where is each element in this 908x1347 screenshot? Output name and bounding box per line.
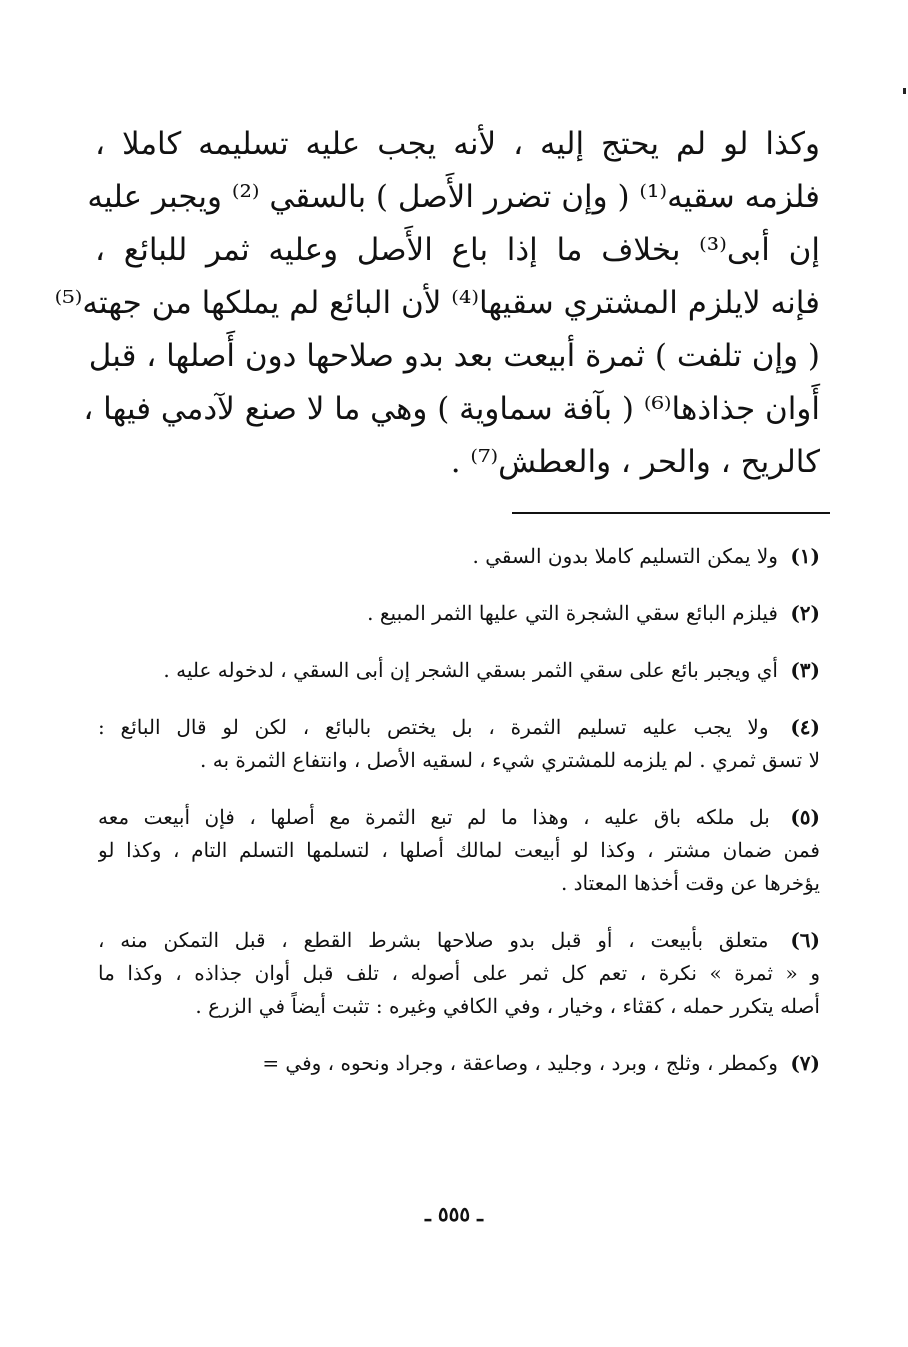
footnote-text: فمن ضمان مشتر ، وكذا لو أبيعت لمالك أصلها ، لتسلمها التسلم التام ، وكذا لو xyxy=(98,838,820,862)
main-text-line: ( وإن تلفت ) ثمرة أبيعت بعد بدو صلاحها دون أَصلها ، قبل xyxy=(88,338,820,374)
footnote-text: ولا يجب عليه تسليم الثمرة ، بل يختص بالبائع ، لكن لو قال البائع : xyxy=(98,715,769,739)
footnote-number: (٤) xyxy=(790,715,820,739)
footnote-line xyxy=(98,801,820,834)
footnote-line xyxy=(98,540,820,573)
footnote-3 xyxy=(98,654,820,687)
footnote-line xyxy=(98,924,820,957)
footnote-number: (٧) xyxy=(790,1051,820,1075)
footnote-number: (١) xyxy=(790,544,820,568)
footnote-text: يؤخرها عن وقت أخذها المعتاد . xyxy=(560,871,820,895)
footnote-1 xyxy=(98,540,820,573)
page-number: ـ ٥٥٥ ـ xyxy=(425,1202,483,1226)
footnote-4 xyxy=(98,711,820,777)
footnote-text: وكمطر ، وثلج ، وبرد ، وجليد ، وصاعقة ، وجراد ونحوه ، وفي = xyxy=(262,1051,778,1075)
footnote-text: فيلزم البائع سقي الشجرة التي عليها الثمر المبيع . xyxy=(367,601,778,625)
footnote-number: (٦) xyxy=(790,928,820,952)
main-text-line: فلزمه سقيه⁽¹⁾ ( وإن تضرر الأَصل ) بالسقي ⁽²⁾ ويجبر عليه xyxy=(87,179,820,215)
main-text-line: فإنه لايلزم المشتري سقيها⁽⁴⁾ لأن البائع لم يملكها من جهته⁽⁵⁾ xyxy=(54,285,820,321)
footnote-5 xyxy=(98,801,820,900)
footnotes-section xyxy=(98,540,820,1104)
scan-mark xyxy=(903,88,906,94)
footnote-text: ولا يمكن التسليم كاملا بدون السقي . xyxy=(472,544,778,568)
main-text-line: أَوان جذاذها⁽⁶⁾ ( بآفة سماوية ) وهي ما لا صنع لآدمي فيها ، xyxy=(83,391,820,427)
footnote-number: (٢) xyxy=(790,601,820,625)
footnote-number: (٣) xyxy=(790,658,820,682)
main-text-line: إن أبى⁽³⁾ بخلاف ما إذا باع الأَصل وعليه ثمر للبائع ، xyxy=(95,232,820,268)
footnote-line xyxy=(98,597,820,630)
main-text-line: وكذا لو لم يحتج إليه ، لأنه يجب عليه تسليمه كاملا ، xyxy=(95,126,820,162)
main-text-body xyxy=(54,118,820,489)
footnote-text: أي ويجبر بائع على سقي الثمر بسقي الشجر إن أبى السقي ، لدخوله عليه . xyxy=(163,658,778,682)
footnote-7 xyxy=(98,1047,820,1080)
footnote-text: بل ملكه باق عليه ، وهذا ما لم تبع الثمرة مع أصلها ، فإن أبيعت معه xyxy=(98,805,770,829)
footnote-separator xyxy=(512,512,830,514)
footnote-line xyxy=(98,1047,820,1080)
footnote-text: أصله يتكرر حمله ، كقثاء ، وخيار ، وفي الكافي وغيره : تثبت أيضاً في الزرع . xyxy=(195,994,820,1018)
footnote-text: لا تسق ثمري . لم يلزمه للمشتري شيء ، لسقيه الأصل ، وانتفاع الثمرة به . xyxy=(200,748,820,772)
footnote-line xyxy=(98,711,820,744)
main-text-line: كالريح ، والحر ، والعطش⁽⁷⁾ . xyxy=(450,444,820,480)
footnote-2 xyxy=(98,597,820,630)
footnote-line xyxy=(98,654,820,687)
footnote-text: متعلق بأبيعت ، أو قبل بدو صلاحها بشرط القطع ، قبل التمكن منه ، xyxy=(98,928,769,952)
footnote-text: و « ثمرة » نكرة ، تعم كل ثمر على أصوله ، تلف قبل أوان جذاذه ، وكذا ما xyxy=(98,961,820,985)
footnote-6 xyxy=(98,924,820,1023)
footnote-number: (٥) xyxy=(790,805,820,829)
